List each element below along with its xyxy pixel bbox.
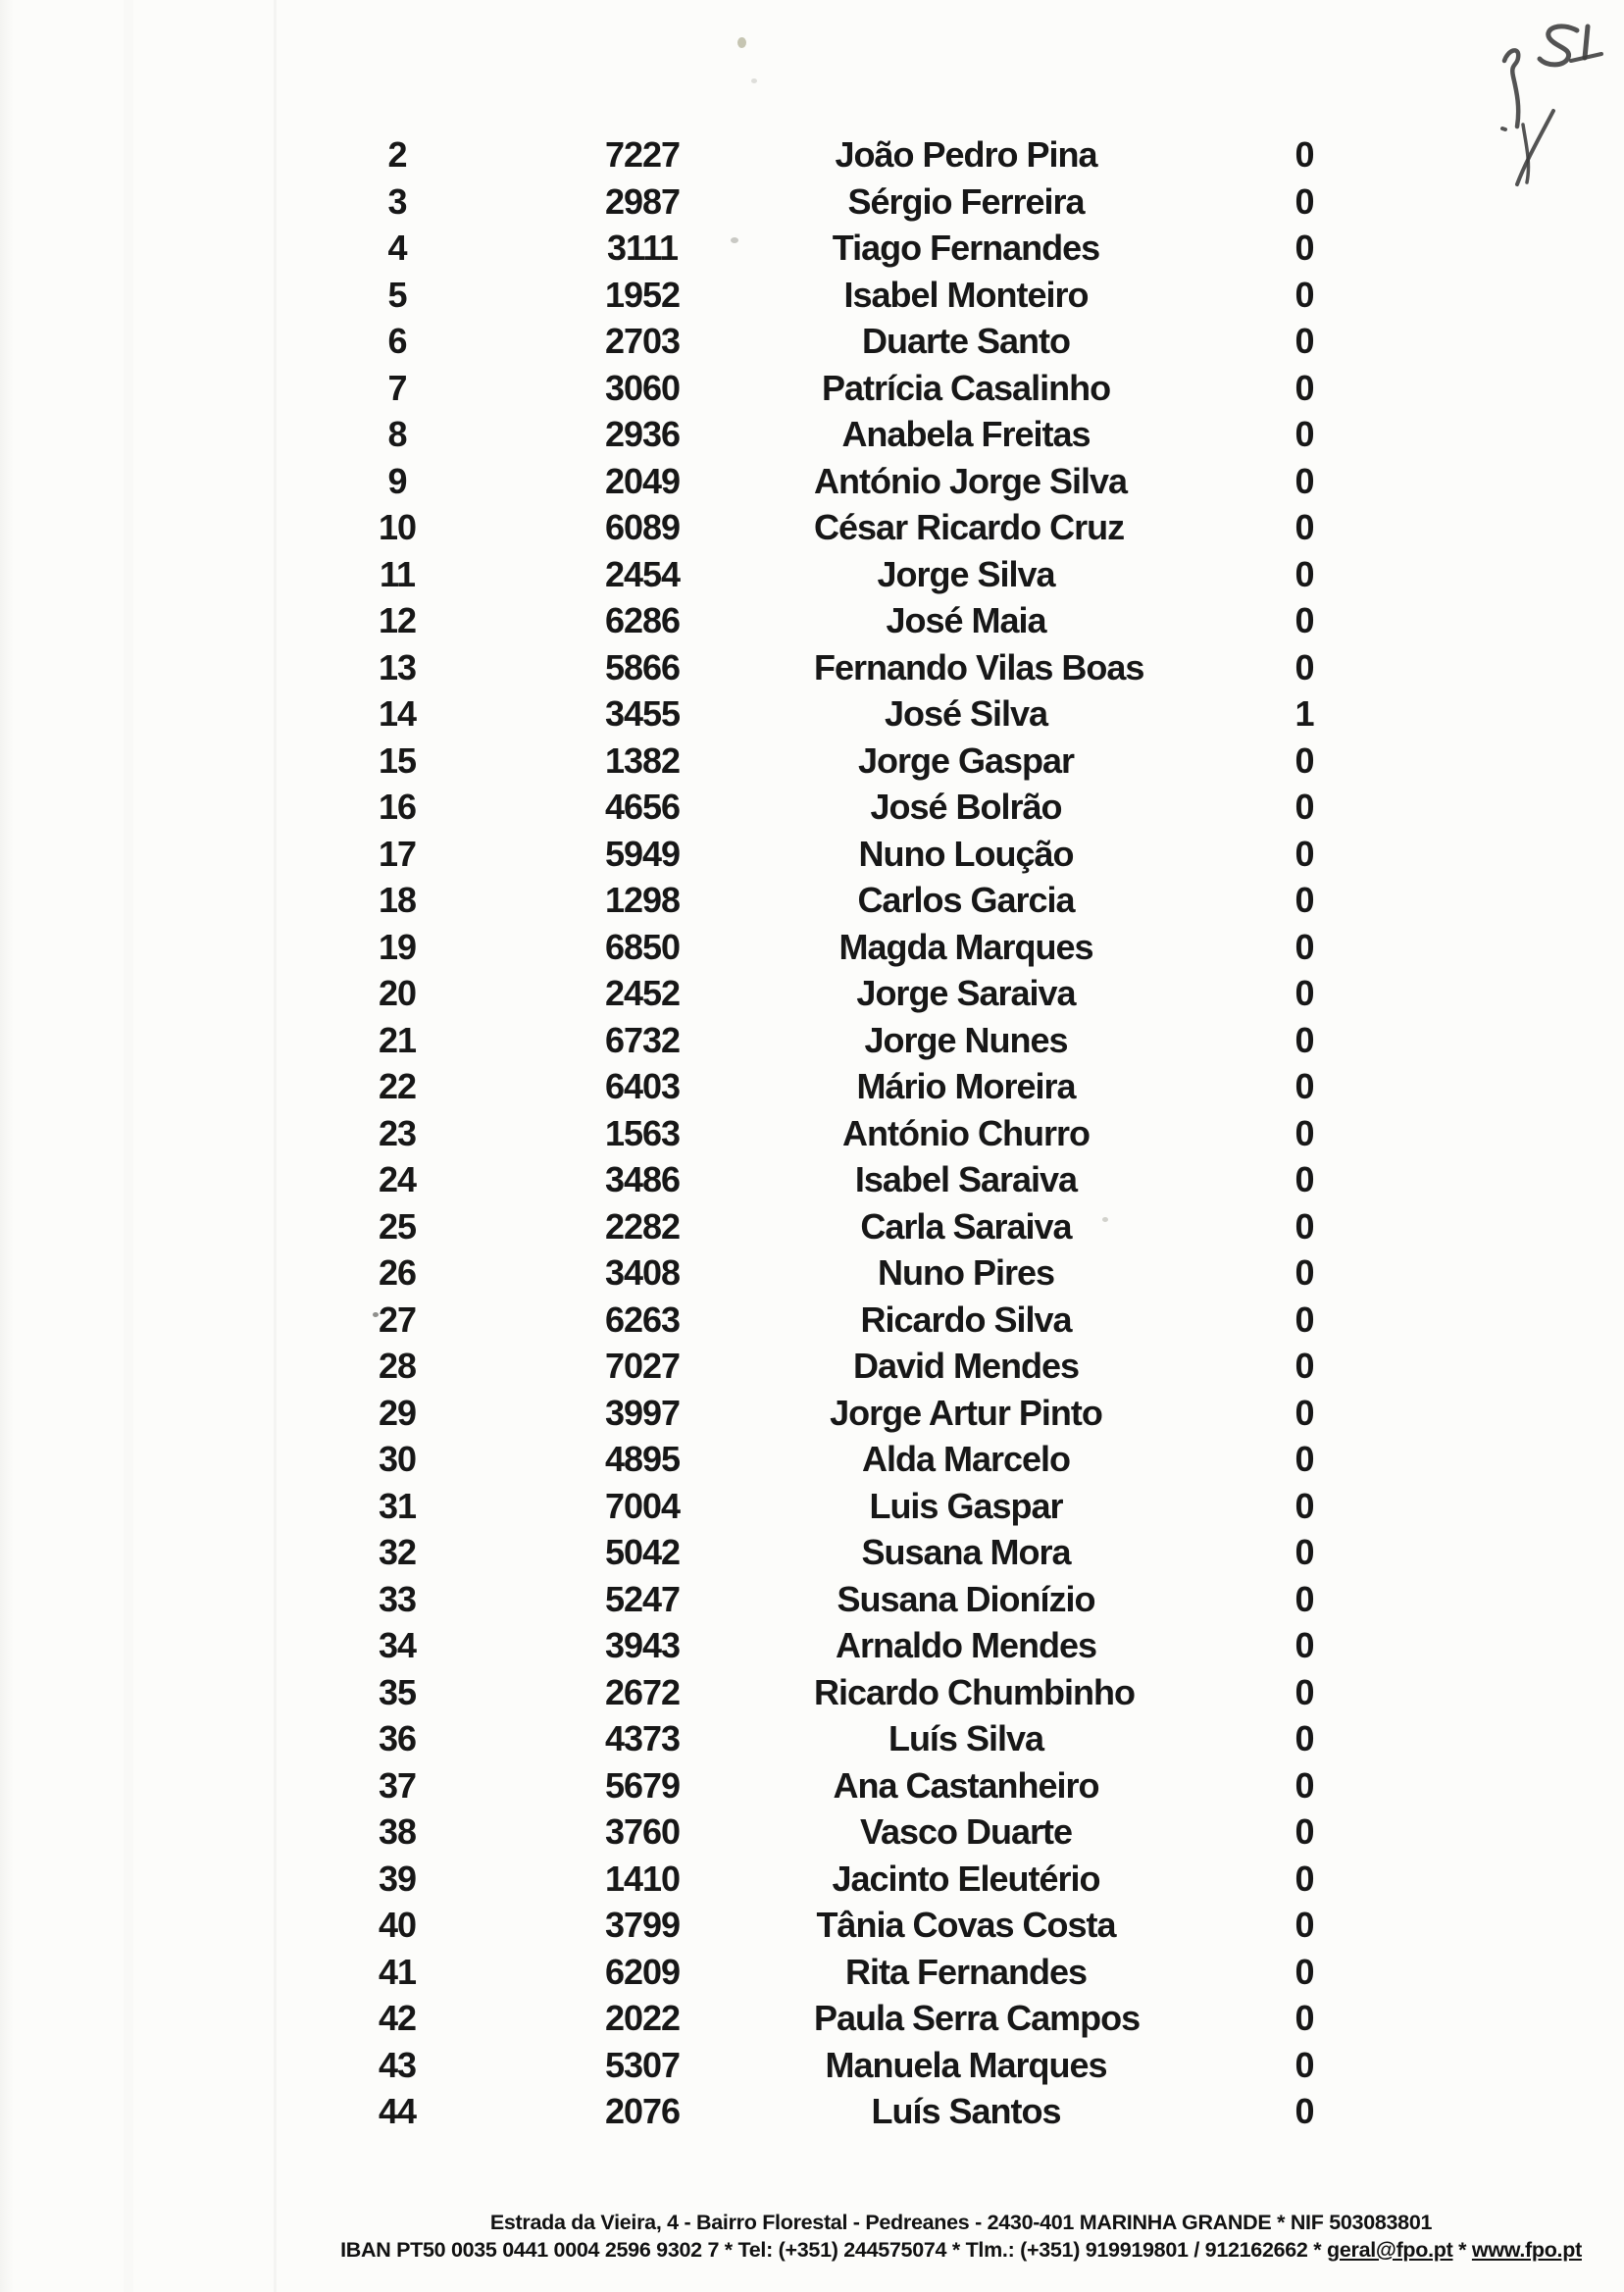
participant-name: Susana Dionízio xyxy=(837,1578,1095,1619)
row-position: 4 xyxy=(387,228,407,268)
participant-name: Jorge Artur Pinto xyxy=(830,1392,1102,1433)
result-value: 0 xyxy=(1294,1671,1314,1712)
row-position: 21 xyxy=(378,1019,417,1060)
participant-name: Patrícia Casalinho xyxy=(821,367,1111,408)
license-number: 1410 xyxy=(604,1858,681,1899)
result-value: 0 xyxy=(1294,460,1314,501)
license-number: 2049 xyxy=(604,460,681,501)
row-position: 15 xyxy=(378,739,417,781)
result-value: 0 xyxy=(1294,1625,1314,1665)
result-value: 0 xyxy=(1294,973,1314,1013)
participant-name: Luís Silva xyxy=(888,1718,1044,1758)
row-position: 8 xyxy=(387,414,407,454)
license-number: 5949 xyxy=(604,833,681,874)
result-value: 0 xyxy=(1294,1346,1314,1386)
participant-name: António Jorge Silva xyxy=(814,460,1128,501)
participant-name: Tânia Covas Costa xyxy=(816,1905,1116,1945)
result-value: 0 xyxy=(1294,1905,1314,1945)
license-number: 5679 xyxy=(604,1764,681,1806)
result-value: 0 xyxy=(1294,926,1314,967)
row-position: 18 xyxy=(378,880,417,920)
result-value: 0 xyxy=(1294,228,1314,268)
row-position: 19 xyxy=(378,926,417,967)
license-number: 3060 xyxy=(604,367,681,408)
row-position: 24 xyxy=(378,1159,417,1199)
footer-website-link[interactable]: www.fpo.pt xyxy=(1471,2238,1582,2262)
license-number: 6286 xyxy=(604,600,681,640)
row-position: 43 xyxy=(378,2044,417,2085)
participant-name: Alda Marcelo xyxy=(861,1439,1071,1479)
result-value: 0 xyxy=(1294,1951,1314,1992)
result-value: 0 xyxy=(1294,1858,1314,1899)
row-position: 10 xyxy=(378,507,417,547)
row-position: 39 xyxy=(378,1858,417,1899)
license-number: 2936 xyxy=(604,414,681,454)
result-value: 0 xyxy=(1294,1159,1314,1199)
participant-name: Luís Santos xyxy=(871,2091,1061,2131)
row-position: 42 xyxy=(378,1998,417,2038)
row-position: 13 xyxy=(378,646,417,688)
participant-name: Magda Marques xyxy=(838,926,1093,967)
row-position: 26 xyxy=(378,1252,417,1293)
result-value: 0 xyxy=(1294,1392,1314,1433)
license-number: 1952 xyxy=(604,274,681,315)
row-position: 11 xyxy=(379,553,416,594)
result-value: 0 xyxy=(1294,1718,1314,1758)
license-number: 5247 xyxy=(604,1578,681,1619)
license-number: 7227 xyxy=(604,134,681,175)
result-value: 0 xyxy=(1294,1532,1314,1572)
row-position: 25 xyxy=(378,1205,417,1247)
participant-name: Isabel Saraiva xyxy=(854,1159,1078,1199)
participant-name: Ricardo Silva xyxy=(860,1299,1072,1340)
row-position: 3 xyxy=(387,180,407,222)
license-number: 6850 xyxy=(604,926,681,967)
result-value: 0 xyxy=(1294,414,1314,454)
license-number: 3997 xyxy=(604,1392,681,1433)
license-number: 5866 xyxy=(604,646,681,688)
result-value: 0 xyxy=(1294,1252,1314,1293)
scan-speck xyxy=(751,78,757,83)
participant-name: António Churro xyxy=(842,1112,1090,1153)
participant-name: João Pedro Pina xyxy=(835,134,1097,175)
license-number: 6209 xyxy=(604,1951,681,1992)
license-number: 6089 xyxy=(604,507,681,547)
result-value: 0 xyxy=(1294,553,1314,594)
result-value: 0 xyxy=(1294,2091,1314,2131)
license-number: 2454 xyxy=(604,553,681,594)
row-position: 33 xyxy=(378,1578,417,1619)
participant-name: Ricardo Chumbinho xyxy=(814,1671,1135,1712)
license-number: 3943 xyxy=(604,1625,681,1665)
row-position: 17 xyxy=(378,833,417,874)
license-number: 4656 xyxy=(604,787,681,827)
row-position: 32 xyxy=(378,1532,417,1572)
participant-name: César Ricardo Cruz xyxy=(814,507,1125,547)
result-value: 0 xyxy=(1294,1066,1314,1106)
row-position: 30 xyxy=(378,1439,417,1479)
row-position: 44 xyxy=(378,2091,417,2131)
license-number: 2282 xyxy=(604,1205,681,1247)
result-value: 0 xyxy=(1294,833,1314,874)
result-value: 0 xyxy=(1294,1811,1314,1852)
scan-streak xyxy=(274,0,277,2292)
row-position: 31 xyxy=(378,1485,417,1526)
row-position: 35 xyxy=(378,1671,417,1712)
row-position: 2 xyxy=(387,134,407,175)
row-position: 6 xyxy=(387,321,407,361)
row-position: 27 xyxy=(378,1299,417,1340)
results-table xyxy=(324,131,1491,2135)
result-value: 1 xyxy=(1294,693,1314,734)
participant-name: Mário Moreira xyxy=(856,1066,1076,1106)
participant-name: Susana Mora xyxy=(861,1532,1071,1572)
participant-name: Nuno Pires xyxy=(877,1252,1055,1293)
participant-name: David Mendes xyxy=(852,1346,1080,1386)
footer-contacts-line xyxy=(294,2236,1624,2264)
participant-name: Duarte Santo xyxy=(861,321,1071,361)
row-position: 41 xyxy=(378,1951,417,1992)
result-value: 0 xyxy=(1294,1998,1314,2038)
row-position: 36 xyxy=(378,1718,417,1758)
license-number: 7027 xyxy=(604,1346,681,1386)
license-number: 2452 xyxy=(604,973,681,1013)
result-value: 0 xyxy=(1294,180,1314,222)
row-position: 29 xyxy=(378,1392,417,1433)
row-position: 7 xyxy=(387,367,407,408)
result-value: 0 xyxy=(1294,1112,1314,1153)
result-value: 0 xyxy=(1294,274,1314,315)
result-value: 0 xyxy=(1294,600,1314,640)
row-position: 16 xyxy=(378,787,417,827)
row-position: 9 xyxy=(387,460,407,501)
participant-name: Ana Castanheiro xyxy=(833,1764,1099,1806)
participant-name: Arnaldo Mendes xyxy=(835,1625,1097,1665)
result-value: 0 xyxy=(1294,880,1314,920)
participant-name: José Silva xyxy=(884,693,1048,734)
footer-separator: * xyxy=(1452,2238,1472,2262)
participant-name: Sérgio Ferreira xyxy=(847,180,1085,222)
participant-name: Jacinto Eleutério xyxy=(832,1858,1100,1899)
row-position: 5 xyxy=(387,274,407,315)
footer-contacts-text: IBAN PT50 0035 0441 0004 2596 9302 7 * Tel: (+351) 244575074 * Tlm.: (+351) 919919801 / 912162662 * xyxy=(340,2238,1328,2262)
scan-edge-shading xyxy=(0,0,14,2292)
participant-name: Isabel Monteiro xyxy=(843,274,1089,315)
row-position: 12 xyxy=(378,600,417,640)
document-footer xyxy=(294,2209,1624,2264)
participant-name: Fernando Vilas Boas xyxy=(814,646,1144,688)
participant-name: Carlos Garcia xyxy=(857,880,1075,920)
result-value: 0 xyxy=(1294,1205,1314,1247)
result-value: 0 xyxy=(1294,134,1314,175)
participant-name: Nuno Loução xyxy=(858,833,1074,874)
row-position: 23 xyxy=(378,1112,417,1153)
license-number: 4373 xyxy=(604,1718,681,1758)
row-position: 28 xyxy=(378,1346,417,1386)
result-value: 0 xyxy=(1294,2044,1314,2085)
license-number: 7004 xyxy=(604,1485,681,1526)
participant-name: Rita Fernandes xyxy=(844,1951,1088,1992)
result-value: 0 xyxy=(1294,1485,1314,1526)
footer-email-link[interactable]: geral@fpo.pt xyxy=(1327,2238,1453,2262)
license-number: 1298 xyxy=(604,880,681,920)
result-value: 0 xyxy=(1294,739,1314,781)
result-value: 0 xyxy=(1294,367,1314,408)
row-position: 37 xyxy=(378,1764,417,1806)
participant-name: Anabela Freitas xyxy=(841,414,1091,454)
participant-name: José Maia xyxy=(886,600,1046,640)
participant-name: Tiago Fernandes xyxy=(832,228,1100,268)
license-number: 3408 xyxy=(604,1252,681,1293)
license-number: 6403 xyxy=(604,1066,681,1106)
participant-name: Carla Saraiva xyxy=(860,1205,1072,1247)
footer-address-line: Estrada da Vieira, 4 - Bairro Florestal - Pedreanes - 2430-401 MARINHA GRANDE * NIF 503083801 xyxy=(489,2211,1433,2234)
result-value: 0 xyxy=(1294,1439,1314,1479)
license-number: 5307 xyxy=(604,2044,681,2085)
license-number: 1563 xyxy=(604,1112,681,1153)
row-position: 40 xyxy=(378,1905,417,1945)
license-number: 3799 xyxy=(604,1905,681,1945)
participant-name: Paula Serra Campos xyxy=(814,1998,1141,2038)
row-position: 14 xyxy=(378,693,417,734)
participant-name: Jorge Nunes xyxy=(864,1019,1068,1060)
scan-streak xyxy=(124,0,133,2292)
result-value: 0 xyxy=(1294,1019,1314,1060)
license-number: 6732 xyxy=(604,1019,681,1060)
participant-name: Manuela Marques xyxy=(825,2044,1107,2085)
row-position: 34 xyxy=(378,1625,417,1665)
license-number: 3486 xyxy=(604,1159,681,1199)
result-value: 0 xyxy=(1294,1299,1314,1340)
license-number: 3111 xyxy=(606,228,679,268)
license-number: 1382 xyxy=(604,739,681,781)
result-value: 0 xyxy=(1294,321,1314,361)
participant-name: Jorge Gaspar xyxy=(857,739,1075,781)
result-value: 0 xyxy=(1294,507,1314,547)
license-number: 6263 xyxy=(604,1299,681,1340)
license-number: 2022 xyxy=(604,1998,681,2038)
result-value: 0 xyxy=(1294,646,1314,688)
participant-name: Jorge Silva xyxy=(877,553,1055,594)
license-number: 2987 xyxy=(604,180,681,222)
row-position: 38 xyxy=(378,1811,417,1852)
participant-name: Jorge Saraiva xyxy=(856,973,1076,1013)
participant-name: José Bolrão xyxy=(870,787,1062,827)
result-value: 0 xyxy=(1294,1578,1314,1619)
result-value: 0 xyxy=(1294,787,1314,827)
license-number: 3455 xyxy=(604,693,681,734)
participant-name: Vasco Duarte xyxy=(859,1811,1073,1852)
row-position: 22 xyxy=(378,1066,417,1106)
result-value: 0 xyxy=(1294,1764,1314,1806)
scan-speck xyxy=(737,37,746,48)
participant-name: Luis Gaspar xyxy=(869,1485,1063,1526)
license-number: 2076 xyxy=(604,2091,681,2131)
license-number: 2672 xyxy=(604,1671,681,1712)
license-number: 2703 xyxy=(604,321,681,361)
row-position: 20 xyxy=(378,973,417,1013)
license-number: 5042 xyxy=(604,1532,681,1572)
license-number: 3760 xyxy=(604,1811,681,1852)
license-number: 4895 xyxy=(604,1439,681,1479)
